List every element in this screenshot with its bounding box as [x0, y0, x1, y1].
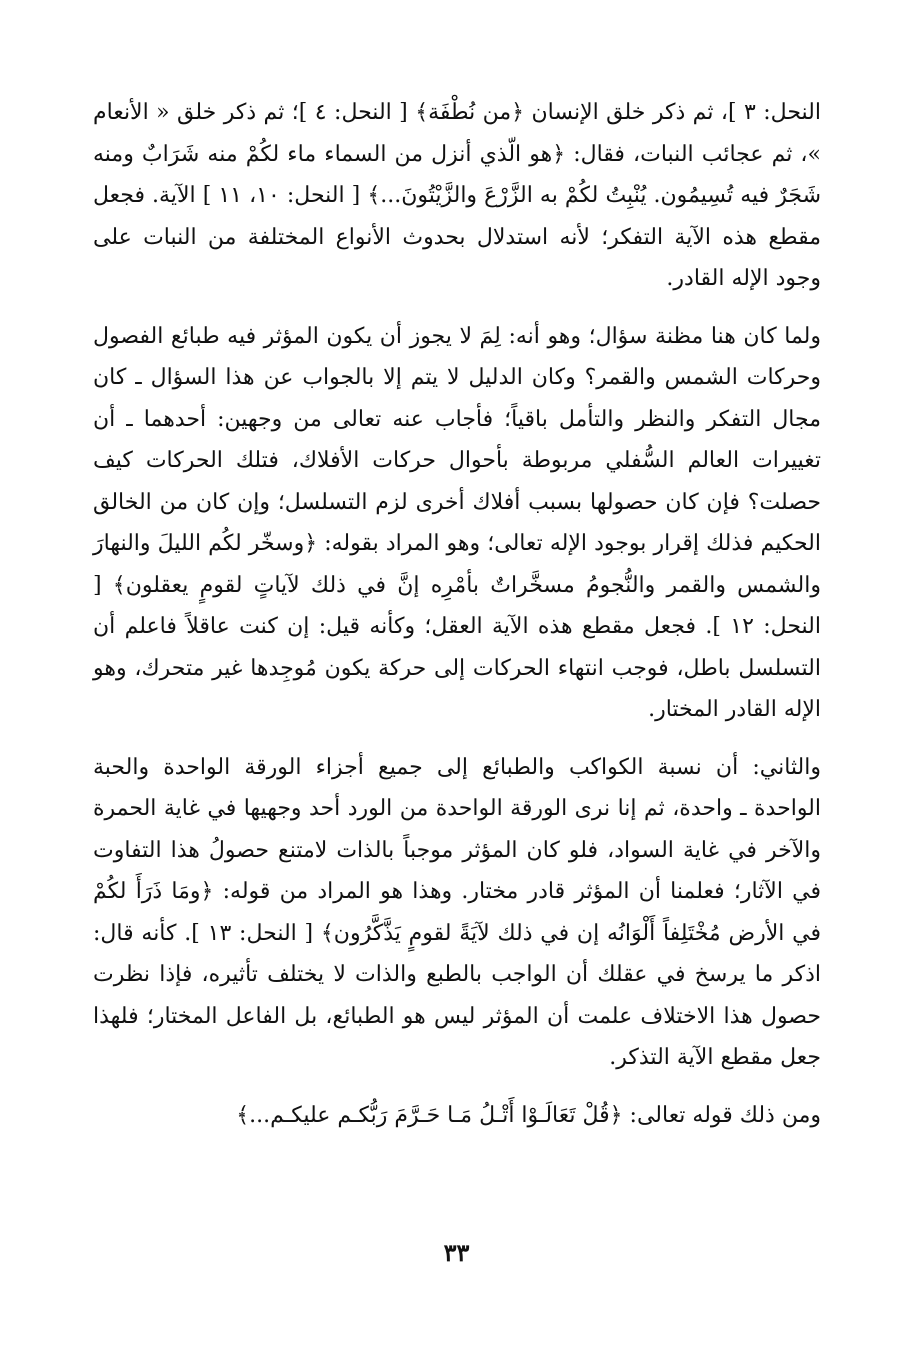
paragraph-second-answer: والثاني: أن نسبة الكواكب والطبائع إلى جميع أجزاء الورقة الواحدة والحبة الواحدة ـ واحدة، ثم إنا نرى الورقة الواحدة من الورد أحد وجهيها في غاية الحمرة والآخر في غاية السواد، فلو كان المؤثر موجباً بالذات لامتنع حصولُ هذا التفاوت في الآثار؛ فعلمنا أن المؤثر قادر مختار. وهذا هو المراد من قوله: ﴿ومَا ذَرَأَ لكُمْ في الأرض مُخْتَلِفاً أَلْوَانُه إن في ذلك لآيَةً لقومٍ يَذَّكَّرُون﴾ [ النحل: ١٣ ]. كأنه قال: اذكر ما يرسخ في عقلك أن الواجب بالطبع والذات لا يختلف تأثيره، فإذا نظرت حصول هذا الاختلاف علمت أن المؤثر ليس هو الطبائع، بل الفاعل المختار؛ فلهذا جعل مقطع الآية التذكر.	[93, 754, 821, 1070]
paragraph-closing-verse: ومن ذلك قوله تعالى: ﴿قُلْ تَعَالَـوْا أَتْـلُ مَـا حَـرَّمَ رَبُّكـم عليكـم...﴾	[236, 1102, 821, 1128]
document-page	[93, 92, 821, 1136]
paragraph-creation-of-plants: النحل: ٣ ]، ثم ذكر خلق الإنسان ﴿من نُطْفَة﴾ [ النحل: ٤ ]؛ ثم ذكر خلق « الأنعام »، ثم عجائب النبات، فقال: ﴿هو الّذي أنزل من السماء ماء لكُمْ منه شَرَابٌ ومنه شَجَرٌ فيه تُسِيمُون. يُنْبِتُ لكُمْ به الزَّرْعَ والزَّيْتُونَ...﴾ [ النحل: ١٠، ١١ ] الآية. فجعل مقطع هذه الآية التفكر؛ لأنه استدلال بحدوث الأنواع المختلفة من النبات على وجود الإله القادر.	[93, 100, 821, 291]
page-number: ٣٣	[443, 1238, 470, 1267]
paragraph-first-answer: ولما كان هنا مظنة سؤال؛ وهو أنه: لِمَ لا يجوز أن يكون المؤثر فيه طبائع الفصول وحركات الشمس والقمر؟ وكان الدليل لا يتم إلا بالجواب عن هذا السؤال ـ كان مجال التفكر والنظر والتأمل باقياً؛ فأجاب عنه تعالى من وجهين: أحدهما ـ أن تغييرات العالم السُّفلي مربوطة بأحوال حركات الأفلاك، فتلك الحركات كيف حصلت؟ فإن كان حصولها بسبب أفلاك أخرى لزم التسلسل؛ وإن كان من الخالق الحكيم فذلك إقرار بوجود الإله تعالى؛ وهو المراد بقوله: ﴿وسخّر لكُم الليلَ والنهارَ والشمس والقمر والنُّجومُ مسخَّراتٌ بأمْرِه إنَّ في ذلك لآياتٍ لقومٍ يعقلون﴾ [ النحل: ١٢ ]. فجعل مقطع هذه الآية العقل؛ وكأنه قيل: إن كنت عاقلاً فاعلم أن التسلسل باطل، فوجب انتهاء الحركات إلى حركة يكون مُوجِدها غير متحرك، وهو الإله القادر المختار.	[93, 323, 821, 722]
